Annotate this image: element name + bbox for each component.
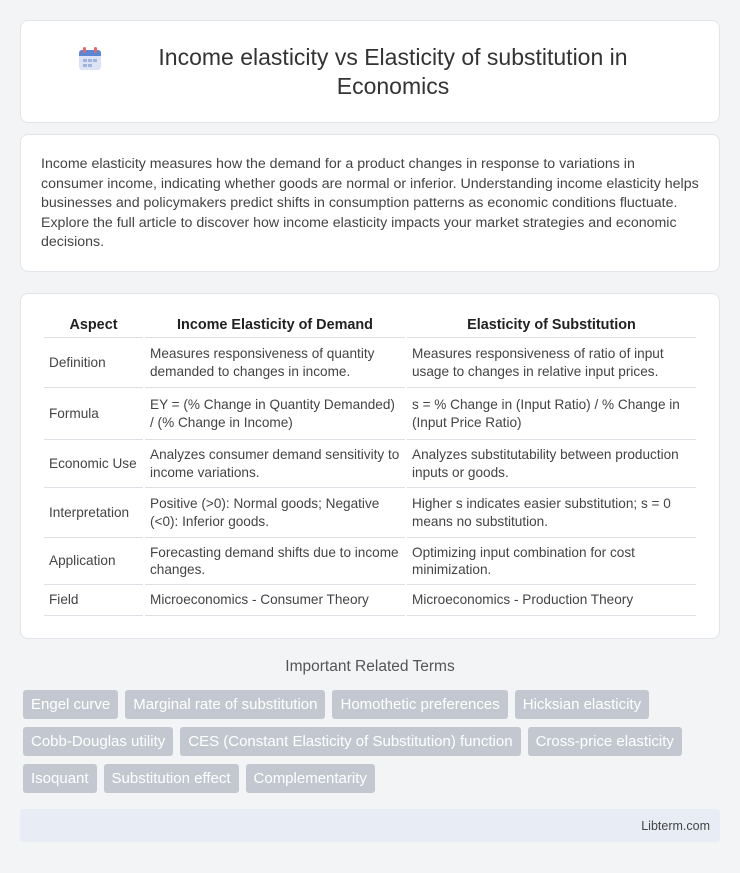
cell-aspect: Formula: [44, 388, 143, 440]
tag-engel-curve[interactable]: Engel curve: [23, 690, 118, 719]
intro-card: [20, 134, 720, 272]
cell-income: EY = (% Change in Quantity Demanded) / (% Change in Income): [145, 388, 405, 440]
tag-substitution-effect[interactable]: Substitution effect: [104, 764, 239, 793]
cell-income: Measures responsiveness of quantity demanded to changes in income.: [145, 338, 405, 388]
tag-cross-price-elasticity[interactable]: Cross-price elasticity: [528, 727, 682, 756]
table-row: [44, 338, 696, 388]
table-header-row: [44, 313, 696, 338]
cell-aspect: Interpretation: [44, 488, 143, 538]
cell-aspect: Application: [44, 538, 143, 585]
table-row: [44, 585, 696, 616]
related-terms-title: Important Related Terms: [285, 658, 455, 675]
cell-income: Forecasting demand shifts due to income changes.: [145, 538, 405, 585]
cell-substitution: Higher s indicates easier substitution; s = 0 means no substitution.: [407, 488, 696, 538]
cell-income: Microeconomics - Consumer Theory: [145, 585, 405, 616]
cell-aspect: Definition: [44, 338, 143, 388]
page-title: Income elasticity vs Elasticity of substitution in Economics: [158, 43, 628, 99]
comparison-table-card: [20, 293, 720, 639]
tag-isoquant[interactable]: Isoquant: [23, 764, 97, 793]
tag-marginal-rate-of-substitution[interactable]: Marginal rate of substitution: [125, 690, 325, 719]
table-row: [44, 440, 696, 488]
related-terms-section: [20, 658, 720, 793]
cell-substitution: Analyzes substitutability between production inputs or goods.: [407, 440, 696, 488]
cell-income: Positive (>0): Normal goods; Negative (<0): Inferior goods.: [145, 488, 405, 538]
table-row: [44, 488, 696, 538]
title-card: [20, 20, 720, 123]
calendar-icon: [77, 46, 103, 72]
cell-income: Analyzes consumer demand sensitivity to income variations.: [145, 440, 405, 488]
cell-aspect: Field: [44, 585, 143, 616]
tag-complementarity[interactable]: Complementarity: [246, 764, 375, 793]
cell-substitution: Measures responsiveness of ratio of input usage to changes in relative input prices.: [407, 338, 696, 388]
footer-brand[interactable]: Libterm.com: [641, 818, 710, 833]
header-elasticity-of-substitution: Elasticity of Substitution: [407, 313, 696, 338]
intro-text: Income elasticity measures how the demand for a product changes in response to variations in consumer income, indicating whether goods are normal or inferior. Understanding income elasticity helps businesses and policymakers predict shifts in consumption patterns as economic conditions fluctuate. Explore the full article to discover how income elasticity impacts your market strategies and economic decisions.: [41, 156, 699, 251]
tag-cobb-douglas-utility[interactable]: Cobb-Douglas utility: [23, 727, 173, 756]
cell-substitution: Optimizing input combination for cost minimization.: [407, 538, 696, 585]
footer: [20, 809, 720, 842]
tag-homothetic-preferences[interactable]: Homothetic preferences: [332, 690, 507, 719]
cell-substitution: s = % Change in (Input Ratio) / % Change in (Input Price Ratio): [407, 388, 696, 440]
cell-aspect: Economic Use: [44, 440, 143, 488]
comparison-table: [42, 313, 698, 616]
header-income-elasticity: Income Elasticity of Demand: [145, 313, 405, 338]
header-aspect: Aspect: [44, 313, 143, 338]
tag-hicksian-elasticity[interactable]: Hicksian elasticity: [515, 690, 649, 719]
cell-substitution: Microeconomics - Production Theory: [407, 585, 696, 616]
title-wrap: [77, 43, 663, 101]
related-terms-tags: [20, 690, 720, 793]
table-row: [44, 388, 696, 440]
tag-ces-function[interactable]: CES (Constant Elasticity of Substitution) function: [180, 727, 520, 756]
table-row: [44, 538, 696, 585]
